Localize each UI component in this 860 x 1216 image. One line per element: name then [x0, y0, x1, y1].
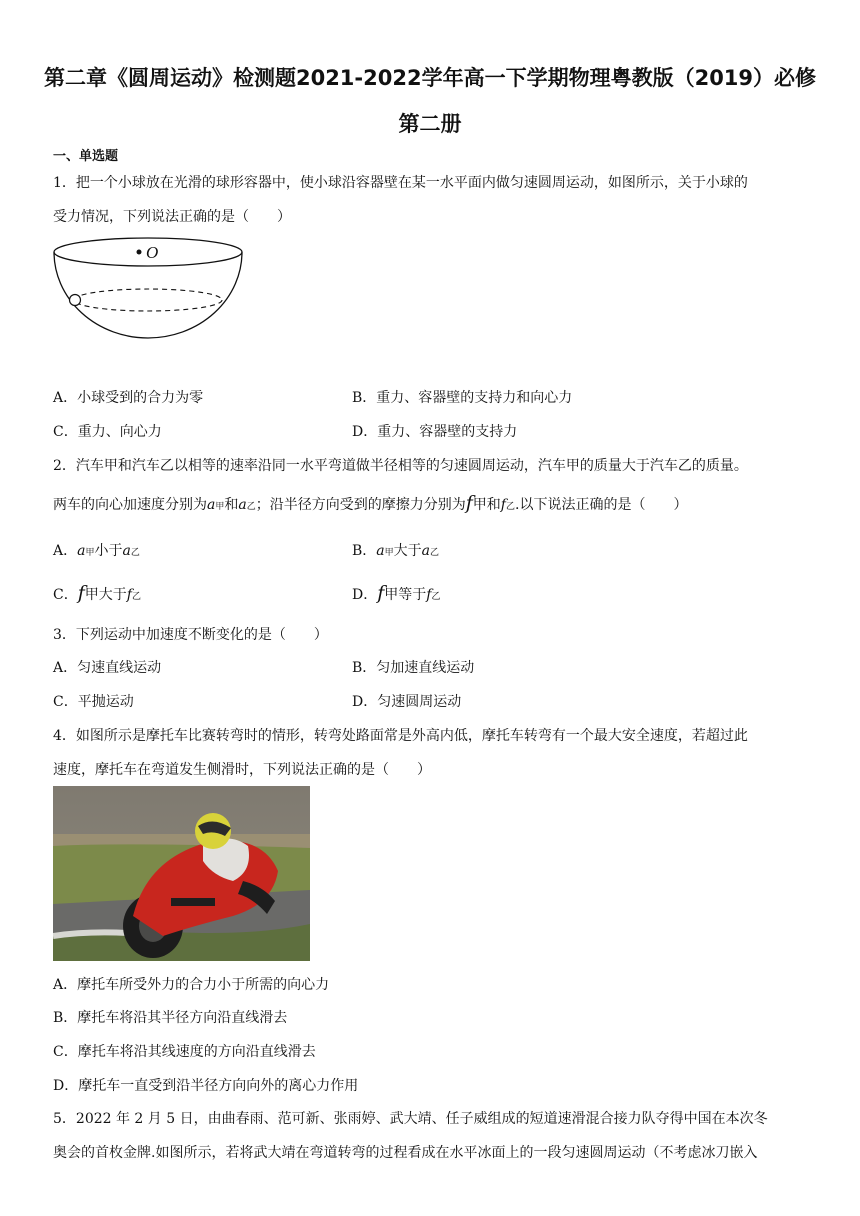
center-label-o: O	[146, 243, 159, 262]
q5-stem-line2: 奥会的首枚金牌.如图所示，若将武大靖在弯道转弯的过程看成在水平冰面上的一段匀速圆周运动（不考虑冰刀嵌入	[53, 1145, 758, 1161]
document-title-line1: 第二章《圆周运动》检测题2021-2022学年高一下学期物理粤教版（2019）必修	[43, 66, 817, 90]
q4-stem-line2: 速度，摩托车在弯道发生侧滑时，下列说法正确的是（ ）	[53, 762, 431, 778]
q2-option-b[interactable]: B．a甲大于a乙	[352, 543, 440, 559]
q2-option-a[interactable]: A．a甲小于a乙	[53, 543, 140, 559]
q1-stem-line2: 受力情况，下列说法正确的是（ ）	[53, 209, 291, 225]
q2-option-d[interactable]: D．f甲等于f乙	[352, 582, 441, 604]
q2-option-c[interactable]: C．f甲大于f乙	[53, 582, 141, 604]
q4-option-b[interactable]: B．摩托车将沿其半径方向沿直线滑去	[53, 1010, 288, 1026]
q3-stem: 3．下列运动中加速度不断变化的是（ ）	[53, 627, 328, 643]
q5-stem-line1: 5．2022 年 2 月 5 日，由曲春雨、范可新、张雨婷、武大靖、任子威组成的短道速滑混合接力队夺得中国在本次冬	[53, 1111, 768, 1127]
section-heading: 一、单选题	[53, 149, 119, 164]
q1-option-d[interactable]: D．重力、容器壁的支持力	[352, 424, 518, 440]
q3-option-c[interactable]: C．平抛运动	[53, 694, 134, 710]
q3-option-a[interactable]: A．匀速直线运动	[53, 660, 162, 676]
q4-option-a[interactable]: A．摩托车所受外力的合力小于所需的向心力	[53, 977, 330, 993]
q4-option-c[interactable]: C．摩托车将沿其线速度的方向沿直线滑去	[53, 1044, 316, 1060]
q3-option-b[interactable]: B．匀加速直线运动	[352, 660, 475, 676]
q1-stem-line1: 1．把一个小球放在光滑的球形容器中，使小球沿容器壁在某一水平面内做匀速圆周运动，如图所示，关于小球的	[53, 175, 748, 191]
q4-option-d[interactable]: D．摩托车一直受到沿半径方向向外的离心力作用	[53, 1078, 359, 1094]
q3-option-d[interactable]: D．匀速圆周运动	[352, 694, 462, 710]
document-title-line2: 第二册	[398, 112, 462, 136]
hemisphere-container-figure	[52, 232, 244, 344]
motorcycle-racing-photo	[53, 786, 310, 961]
q2-stem-line2: 两车的向心加速度分别为a甲和a乙；沿半径方向受到的摩擦力分别为f甲和f乙.以下说法正确的是（ ）	[53, 492, 688, 514]
q1-option-c[interactable]: C．重力、向心力	[53, 424, 162, 440]
q4-stem-line1: 4．如图所示是摩托车比赛转弯时的情形，转弯处路面常是外高内低，摩托车转弯有一个最大安全速度，若超过此	[53, 728, 748, 744]
q1-option-a[interactable]: A．小球受到的合力为零	[53, 390, 204, 406]
q1-option-b[interactable]: B．重力、容器壁的支持力和向心力	[352, 390, 573, 406]
q2-stem-line1: 2．汽车甲和汽车乙以相等的速率沿同一水平弯道做半径相等的匀速圆周运动，汽车甲的质量大于汽车乙的质量。	[53, 458, 748, 474]
